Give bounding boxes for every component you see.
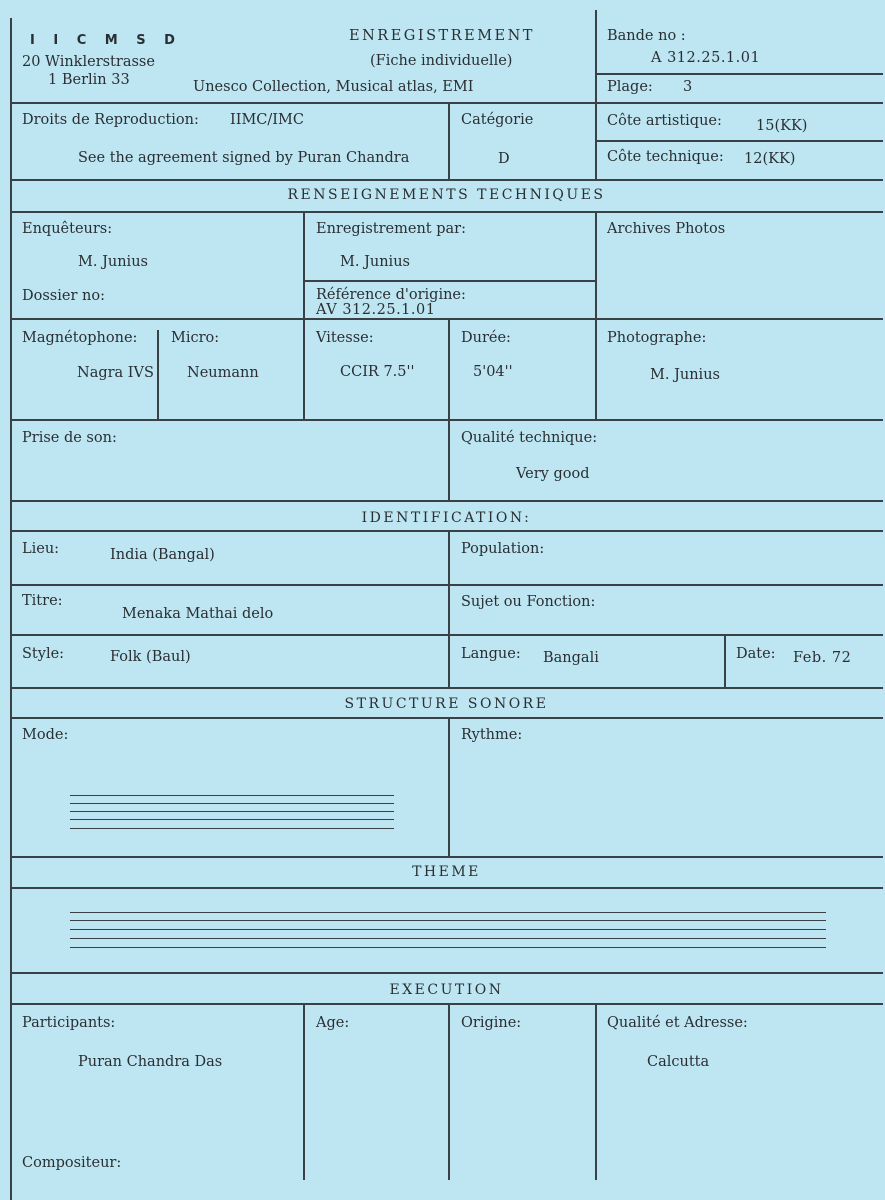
theme-title-rule (10, 887, 883, 889)
photographe-value: M. Junius (650, 367, 720, 383)
form-subtitle: (Fiche individuelle) (370, 53, 513, 69)
qualite-divider (448, 420, 450, 500)
rights-bottom-rule (10, 179, 883, 181)
vitesse-divider (448, 319, 450, 419)
exec-col-1 (303, 1004, 305, 1180)
tech-title-rule (10, 211, 883, 213)
titre-label: Titre: (22, 593, 63, 609)
sujet-label: Sujet ou Fonction: (461, 594, 596, 610)
header-divider (595, 10, 597, 179)
rights-label: Droits de Reproduction: (22, 112, 199, 128)
categorie-value: D (498, 151, 510, 167)
theme-section-title: THEME (412, 864, 481, 880)
execution-section-title: EXECUTION (389, 982, 504, 998)
magneto-divider (157, 330, 159, 419)
rythme-label: Rythme: (461, 727, 523, 743)
tech-section-title: RENSEIGNEMENTS TECHNIQUES (287, 187, 606, 203)
dossier-label: Dossier no: (22, 288, 105, 304)
date-label: Date: (736, 646, 776, 662)
date-divider (724, 635, 726, 687)
lieu-label: Lieu: (22, 541, 60, 557)
collection-name: Unesco Collection, Musical atlas, EMI (193, 79, 474, 95)
execution-title-rule (10, 1003, 883, 1005)
ident-title-rule (10, 530, 883, 532)
vitesse-label: Vitesse: (316, 330, 374, 346)
ident-section-title: IDENTIFICATION: (361, 510, 532, 526)
titre-bottom-rule (10, 634, 883, 636)
structure-title-rule (10, 717, 883, 719)
cote-artistique-value: 15(KK) (756, 118, 808, 134)
langue-label: Langue: (461, 646, 521, 662)
theme-bottom-rule (10, 972, 883, 974)
cote-rule (595, 140, 883, 142)
structure-bottom-rule (10, 856, 883, 858)
ident-divider (448, 531, 450, 687)
micro-label: Micro: (171, 330, 220, 346)
style-label: Style: (22, 646, 65, 662)
cote-technique-label: Côte technique: (607, 149, 724, 165)
enqueteurs-value: M. Junius (78, 254, 148, 270)
duree-label: Durée: (461, 330, 511, 346)
prise-bottom-rule (10, 500, 883, 502)
equipment-bottom-rule (10, 419, 883, 421)
exec-col-2 (448, 1004, 450, 1180)
exec-col-3 (595, 1004, 597, 1180)
tech-col-2 (595, 212, 597, 419)
lieu-bottom-rule (10, 584, 883, 586)
rights-note: See the agreement signed by Puran Chandra (78, 150, 410, 166)
lieu-value: India (Bangal) (110, 547, 215, 563)
categorie-divider (448, 103, 450, 179)
structure-section-title: STRUCTURE SONORE (344, 696, 549, 712)
magneto-label: Magnétophone: (22, 330, 138, 346)
micro-value: Neumann (187, 365, 259, 381)
plage-label: Plage: (607, 79, 653, 95)
enreg-par-label: Enregistrement par: (316, 221, 466, 237)
date-value: Feb. 72 (793, 650, 852, 666)
participants-label: Participants: (22, 1015, 116, 1031)
population-label: Population: (461, 541, 545, 557)
archives-label: Archives Photos (607, 221, 726, 237)
address-line-2: 1 Berlin 33 (48, 72, 130, 88)
qualite-adresse-value: Calcutta (647, 1054, 710, 1070)
dossier-bottom-rule (10, 318, 883, 320)
qualite-label: Qualité technique: (461, 430, 598, 446)
langue-value: Bangali (543, 650, 599, 666)
plage-value: 3 (683, 79, 693, 95)
origine-label: Origine: (461, 1015, 522, 1031)
org-name: I I C M S D (30, 33, 182, 48)
cote-artistique-label: Côte artistique: (607, 113, 722, 129)
style-bottom-rule (10, 687, 883, 689)
address-line-1: 20 Winklerstrasse (22, 54, 155, 70)
titre-value: Menaka Mathai delo (122, 606, 274, 622)
mode-label: Mode: (22, 727, 69, 743)
prise-label: Prise de son: (22, 430, 117, 446)
bande-value: A 312.25.1.01 (651, 50, 761, 66)
reference-rule (303, 280, 595, 282)
categorie-label: Catégorie (461, 112, 534, 128)
reference-label: Référence d'origine: (316, 287, 466, 303)
style-value: Folk (Baul) (110, 649, 191, 665)
compositeur-label: Compositeur: (22, 1155, 122, 1171)
structure-divider (448, 718, 450, 856)
form-title: ENREGISTREMENT (349, 28, 535, 44)
enreg-par-value: M. Junius (340, 254, 410, 270)
qualite-value: Very good (516, 466, 590, 482)
photographe-label: Photographe: (607, 330, 707, 346)
duree-value: 5'04'' (473, 364, 513, 380)
participants-value: Puran Chandra Das (78, 1054, 223, 1070)
enqueteurs-label: Enquêteurs: (22, 221, 113, 237)
age-label: Age: (316, 1015, 350, 1031)
bande-label: Bande no : (607, 28, 686, 44)
rights-value: IIMC/IMC (230, 112, 304, 128)
reference-value: AV 312.25.1.01 (316, 302, 436, 318)
bande-rule (595, 73, 883, 75)
magneto-value: Nagra IVS (77, 365, 154, 381)
header-bottom-rule (10, 102, 883, 104)
qualite-adresse-label: Qualité et Adresse: (607, 1015, 748, 1031)
cote-technique-value: 12(KK) (744, 151, 796, 167)
tech-col-1 (303, 212, 305, 419)
vitesse-value: CCIR 7.5'' (340, 364, 415, 380)
